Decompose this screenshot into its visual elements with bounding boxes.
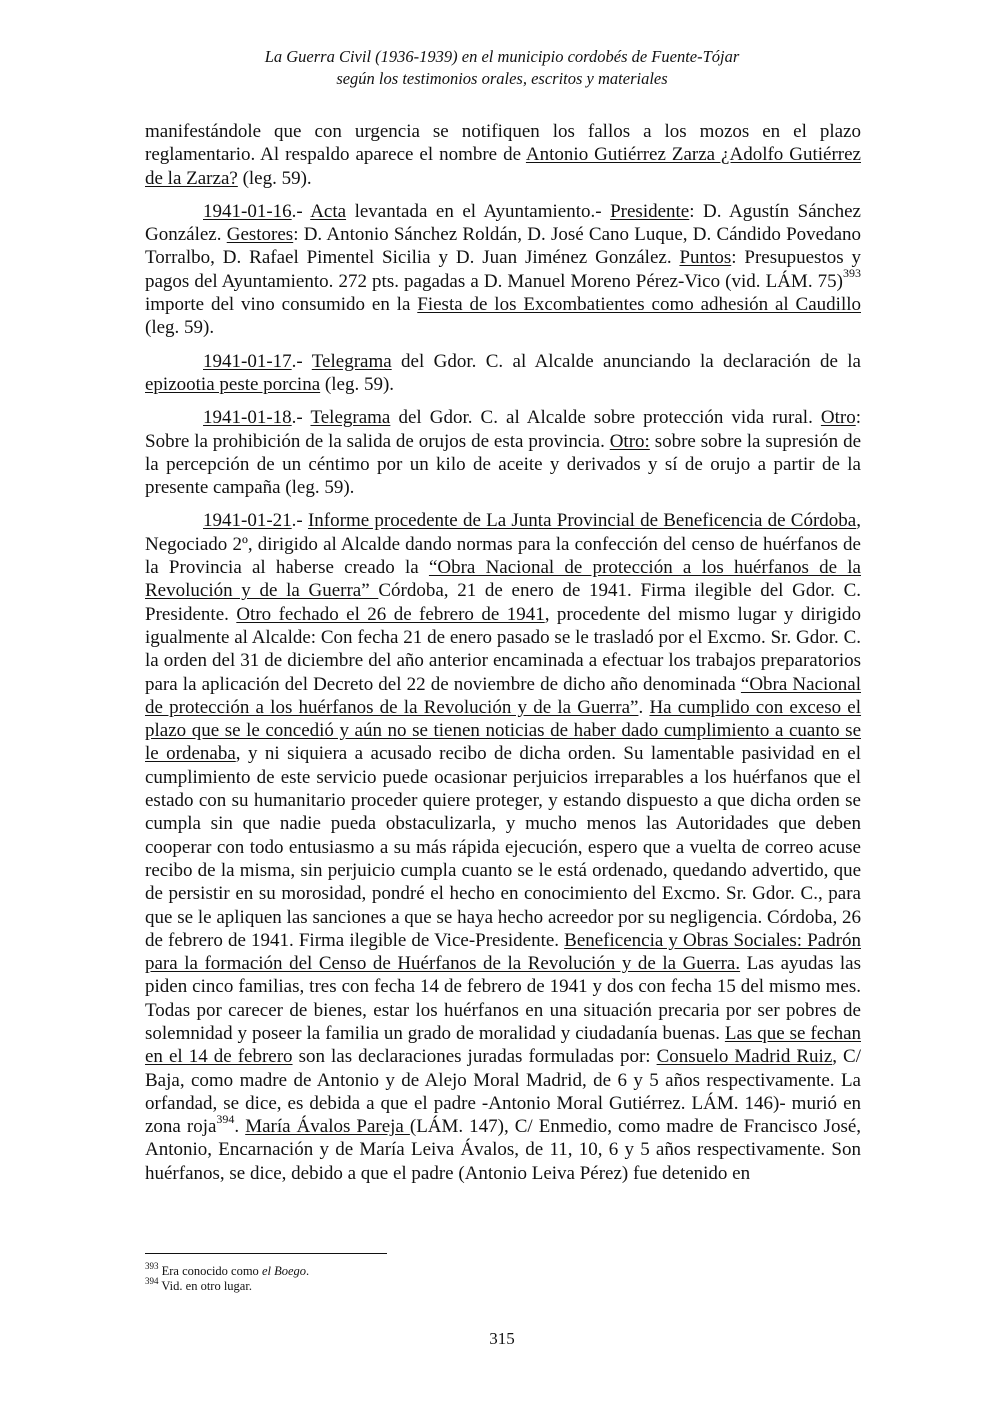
- text-run: .-: [291, 200, 311, 222]
- footnote-ref-394[interactable]: 394: [216, 1111, 235, 1126]
- text-run: (leg. 59).: [320, 373, 395, 395]
- text-run: importe del vino consumido en la: [145, 294, 418, 316]
- footnote-text: .: [306, 1264, 310, 1278]
- text-run: levantada en el Ayuntamiento.-: [346, 200, 611, 222]
- underlined-term: Otro:: [609, 430, 650, 452]
- entry-date: 1941-01-18: [203, 407, 292, 429]
- footnote-number: 394: [145, 1275, 159, 1286]
- text-run: Córdoba, 21 de enero de 1941. Firma ilegible del Gdor. C. Presidente.: [145, 580, 861, 625]
- footnote-separator: [145, 1253, 387, 1254]
- entry-1941-01-21: [145, 509, 861, 1185]
- footnote-text: Vid. en otro lugar.: [158, 1279, 252, 1293]
- entry-1941-01-17: [145, 350, 861, 397]
- text-run: .-: [291, 350, 312, 372]
- text-run: manifestándole que con urgencia se notifiquen los fallos a los mozos en el plazo reglamentario. Al respaldo aparece el nombre de: [145, 121, 861, 166]
- footnote-number: 393: [145, 1260, 159, 1271]
- text-run: del Gdor. C. al Alcalde sobre protección vida rural.: [390, 407, 821, 429]
- text-run: .: [638, 696, 650, 718]
- underlined-name: Antonio Gutiérrez Zarza ¿Adolfo Gutiérrez de la Zarza?: [145, 144, 861, 189]
- underlined-term: epizootia peste porcina: [145, 373, 321, 395]
- underlined-term: Presidente: [610, 200, 690, 222]
- text-run: sobre sobre la supresión de la percepción de un céntimo por un kilo de aceite y derivados y sí de orujo a partir de la presente campaña (leg. 59).: [145, 430, 861, 499]
- entry-1941-01-18: [145, 406, 861, 499]
- footnote-ref-393[interactable]: 393: [843, 266, 861, 281]
- underlined-term: Otro: [820, 407, 856, 429]
- text-run: (leg. 59).: [145, 317, 215, 339]
- underlined-term: Acta: [310, 200, 347, 222]
- underlined-term: Telegrama: [310, 407, 391, 429]
- underlined-term: Ha cumplido con exceso el plazo que se le concedió y aún no se tienen noticias de haber dado cumplimiento a cuanto se le ordenaba: [145, 696, 862, 765]
- underlined-term: Gestores: [226, 224, 294, 246]
- footnote-393: [145, 1260, 861, 1279]
- underlined-term: Otro fechado el 26 de febrero de 1941: [236, 603, 545, 625]
- page-number: 315: [489, 1329, 515, 1348]
- text-run: Las ayudas las piden cinco familias, tres con fecha 14 de febrero de 1941 y dos con fecha 15 del mismo mes. Todas por carecer de bienes, estar los huérfanos en una situación precaria por ser pobres de solemnidad y poseer la familia un grado de moralidad y ciudadanía buenas.: [145, 953, 861, 1044]
- text-run: : Sobre la prohibición de la salida de orujos de esta provincia.: [145, 407, 862, 452]
- text-run: , procedente del mismo lugar y dirigido igualmente al Alcalde: Con fecha 21 de enero pasado se le trasladó por el Excmo. Sr. Gdor. C. la orden del 31 de diciembre del año anterior encaminada a efectuar los trabajos preparatorios para la aplicación del Decreto del 22 de noviembre de dicho año denominada: [145, 603, 861, 695]
- text-run: (leg. 59).: [237, 167, 312, 189]
- entry-1941-01-16: [145, 200, 861, 340]
- text-run: .-: [291, 510, 308, 532]
- underlined-term: Las que se fechan en el 14 de febrero: [145, 1022, 861, 1068]
- underlined-term: “Obra Nacional de protección a los huérfanos de la Revolución y de la Guerra”: [145, 673, 861, 718]
- footnote-text: Era conocido como: [158, 1264, 262, 1278]
- body-text: [145, 120, 861, 1195]
- underlined-name: María Ávalos Pareja: [245, 1116, 410, 1138]
- underlined-term: Fiesta de los Excombatientes como adhesión al Caudillo: [417, 294, 861, 316]
- running-header: [0, 46, 1004, 90]
- text-run: .-: [291, 407, 311, 429]
- footnotes: [145, 1260, 861, 1294]
- underlined-term: Informe procedente de La Junta Provincial de Beneficencia de Córdoba: [307, 510, 857, 532]
- text-run: .: [234, 1116, 246, 1138]
- paragraph-continuation: [145, 120, 861, 190]
- underlined-term: Beneficencia y Obras Sociales: Padrón para la formación del Censo de Huérfanos de la Revolución y de la Guerra.: [145, 929, 861, 975]
- text-run: , Negociado 2º, dirigido al Alcalde dando normas para la confección del censo de huérfanos de la Provincia al haberse creado la: [145, 510, 861, 579]
- text-run: son las declaraciones juradas formuladas por:: [292, 1046, 657, 1068]
- text-run: : D. Agustín Sánchez González.: [145, 200, 861, 246]
- underlined-term: Telegrama: [311, 350, 392, 372]
- text-run: : D. Antonio Sánchez Roldán, D. José Cano Luque, D. Cándido Povedano Torralbo, D. Rafael Pimentel Sicilia y D. Juan Jiménez González.: [145, 224, 862, 269]
- underlined-name: Consuelo Madrid Ruiz: [656, 1046, 833, 1068]
- text-run: , C/ Baja, como madre de Antonio y de Alejo Moral Madrid, de 6 y 5 años respectivamente. La orfandad, se dice, es debida a que el padre -Antonio Moral Gutiérrez. LÁM. 146)- murió en zona roja: [145, 1046, 861, 1138]
- footnote-394: [145, 1275, 861, 1294]
- entry-date: 1941-01-21: [203, 510, 292, 532]
- text-run: : Presupuestos y pagos del Ayuntamiento. 272 pts. pagadas a D. Manuel Moreno Pérez-Vico (vid. LÁM. 75): [145, 247, 861, 292]
- header-line-1: La Guerra Civil (1936-1939) en el municipio cordobés de Fuente-Tójar: [264, 47, 740, 66]
- underlined-term: Puntos: [679, 247, 732, 269]
- entry-date: 1941-01-17: [203, 350, 292, 372]
- text-run: del Gdor. C. al Alcalde anunciando la declaración de la: [391, 350, 861, 372]
- underlined-term: “Obra Nacional de protección a los huérfanos de la Revolución y de la Guerra”: [145, 557, 861, 602]
- footnote-italic: el Boego: [261, 1264, 307, 1278]
- text-run: (LÁM. 147), C/ Enmedio, como madre de Francisco José, Antonio, Encarnación y de María Leiva Ávalos, de 11, 10, 6 y 5 años respectivamente. Son huérfanos, se dice, debido a que el padre (Antonio Leiva Pérez) fue detenido en: [145, 1116, 862, 1184]
- text-run: , y ni siquiera a acusado recibo de dicha orden. Su lamentable pasividad en el cumplimiento de este servicio puede ocasionar perjuicios irreparables a los huérfanos que el estado con su humanitario proceder quiere proteger, y estando dispuesto a que dicha orden se cumpla sin que nadie pueda obstaculizarla, y mucho menos las Autoridades que deben cooperar con todo entusiasmo a su más rápida ejecución, espero que a vuelta de correo acuse recibo de la misma, sin perjuicio cumpla cuanto se le está ordenado, quedando advertido, que de persistir en su morosidad, pondré el hecho en conocimiento del Excmo. Sr. Gdor. C., para que se le apliquen las sanciones a que se haya hecho acreedor por su negligencia. Córdoba, 26 de febrero de 1941. Firma ilegible de Vice-Presidente.: [145, 743, 861, 951]
- header-line-2: según los testimonios orales, escritos y materiales: [336, 69, 668, 88]
- entry-date: 1941-01-16: [203, 200, 292, 222]
